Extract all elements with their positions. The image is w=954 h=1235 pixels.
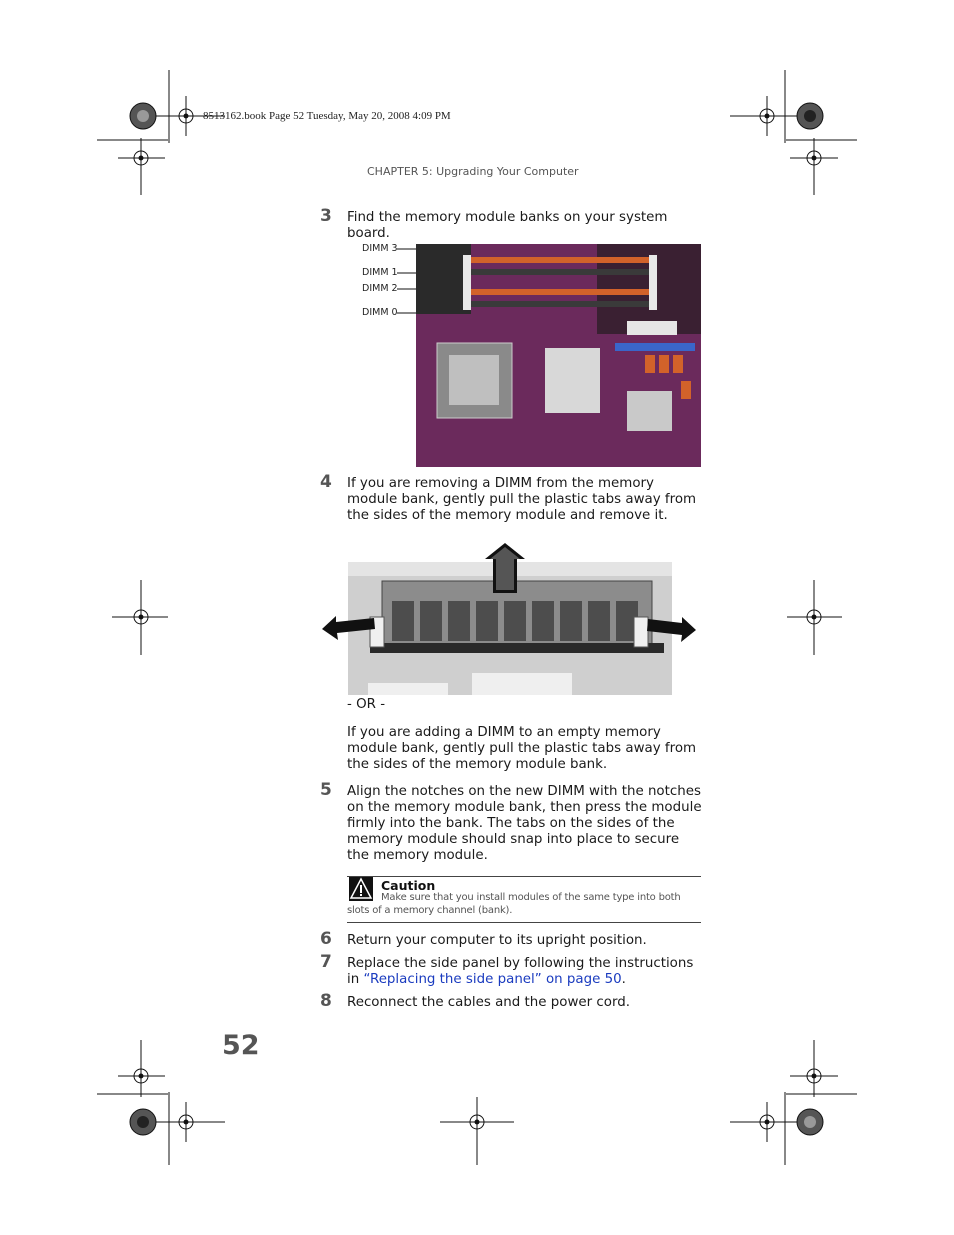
step-text: Find the memory module banks on your system board. [347,210,668,241]
print-slug: 8513162.book Page 52 Tuesday, May 20, 2008 4:09 PM [203,110,451,122]
dimm-removal-photo [322,543,696,695]
step-number: 8 [320,991,332,1011]
step-text-before: Replace the side panel by following the instructions in [347,956,694,987]
step-number: 3 [320,206,332,226]
dimm-label: DIMM 2 [362,283,398,294]
caution-box [347,876,701,923]
page-number: 52 [222,1030,260,1061]
motherboard-photo [397,243,702,468]
step-text: Reconnect the cables and the power cord. [347,995,630,1010]
step-text: Return your computer to its upright position. [347,933,647,948]
step-number: 4 [320,472,332,492]
replacing-side-panel-link[interactable]: “Replacing the side panel” on page 50 [363,972,622,987]
adding-dimm-text: If you are adding a DIMM to an empty memory module bank, gently pull the plastic tabs away from the sides of the memory module bank. [347,725,697,772]
step-number: 7 [320,952,332,972]
caution-text: Make sure that you install modules of the same type into both slots of a memory channel (bank). [347,892,681,916]
step-text: If you are removing a DIMM from the memory module bank, gently pull the plastic tabs away from the sides of the memory module and remove it. [347,476,697,523]
step-number: 5 [320,780,332,800]
step-text [347,956,703,988]
dimm-label: DIMM 0 [362,307,398,318]
step-text: Align the notches on the new DIMM with the notches on the memory module bank, then press the module firmly into the bank. The tabs on the sides of the memory module should snap into place to secure the memory module. [347,784,702,863]
step-number: 6 [320,929,332,949]
step-text-after: . [621,972,626,987]
caution-title: Caution [381,878,436,893]
running-header: CHAPTER 5: Upgrading Your Computer [367,165,579,178]
or-separator: - OR - [347,697,386,712]
dimm-label: DIMM 1 [362,267,398,278]
dimm-label: DIMM 3 [362,243,398,254]
